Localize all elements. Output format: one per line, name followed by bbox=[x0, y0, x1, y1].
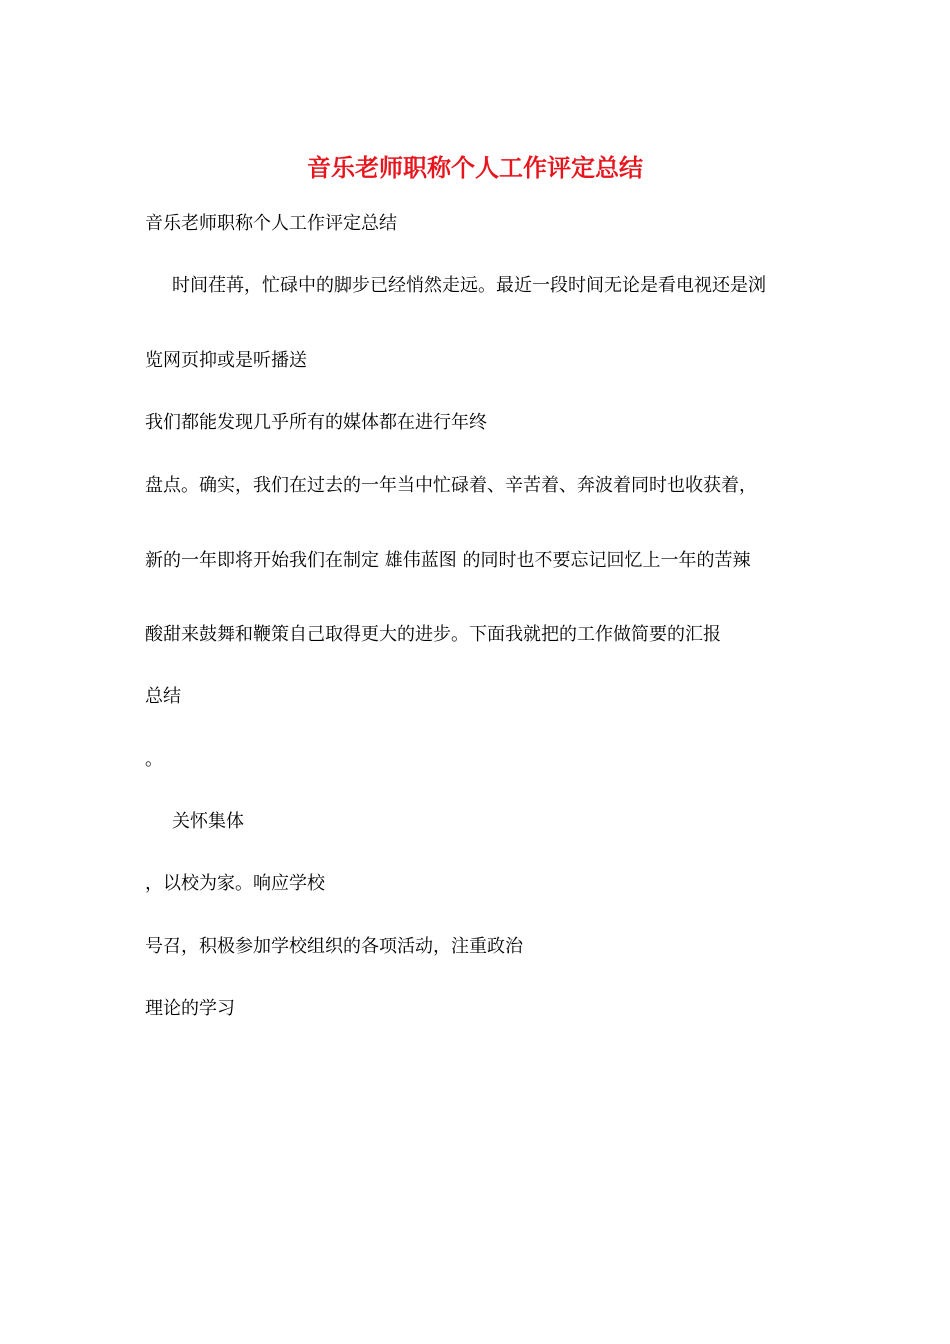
paragraph-line-9: 关怀集体 bbox=[172, 811, 244, 832]
document-title: 音乐老师职称个人工作评定总结 bbox=[307, 153, 643, 182]
paragraph-line-10: ，以校为家。响应学校 bbox=[145, 873, 325, 894]
paragraph-line-11: 号召，积极参加学校组织的各项活动，注重政治 bbox=[145, 936, 523, 957]
paragraph-line-12: 理论的学习 bbox=[145, 998, 235, 1019]
paragraph-line-2: 览网页抑或是听播送 bbox=[145, 350, 307, 371]
paragraph-line-1: 时间荏苒，忙碌中的脚步已经悄然走远。最近一段时间无论是看电视还是浏 bbox=[172, 275, 766, 296]
paragraph-line-5: 新的一年即将开始我们在制定 雄伟蓝图 的同时也不要忘记回忆上一年的苦辣 bbox=[145, 550, 751, 571]
paragraph-line-6: 酸甜来鼓舞和鞭策自己取得更大的进步。下面我就把的工作做简要的汇报 bbox=[145, 624, 721, 645]
document-subtitle: 音乐老师职称个人工作评定总结 bbox=[145, 213, 397, 234]
paragraph-line-7: 总结 bbox=[145, 686, 181, 707]
paragraph-line-8: 。 bbox=[145, 749, 163, 770]
paragraph-line-4: 盘点。确实，我们在过去的一年当中忙碌着、辛苦着、奔波着同时也收获着， bbox=[145, 475, 757, 496]
paragraph-line-3: 我们都能发现几乎所有的媒体都在进行年终 bbox=[145, 412, 487, 433]
